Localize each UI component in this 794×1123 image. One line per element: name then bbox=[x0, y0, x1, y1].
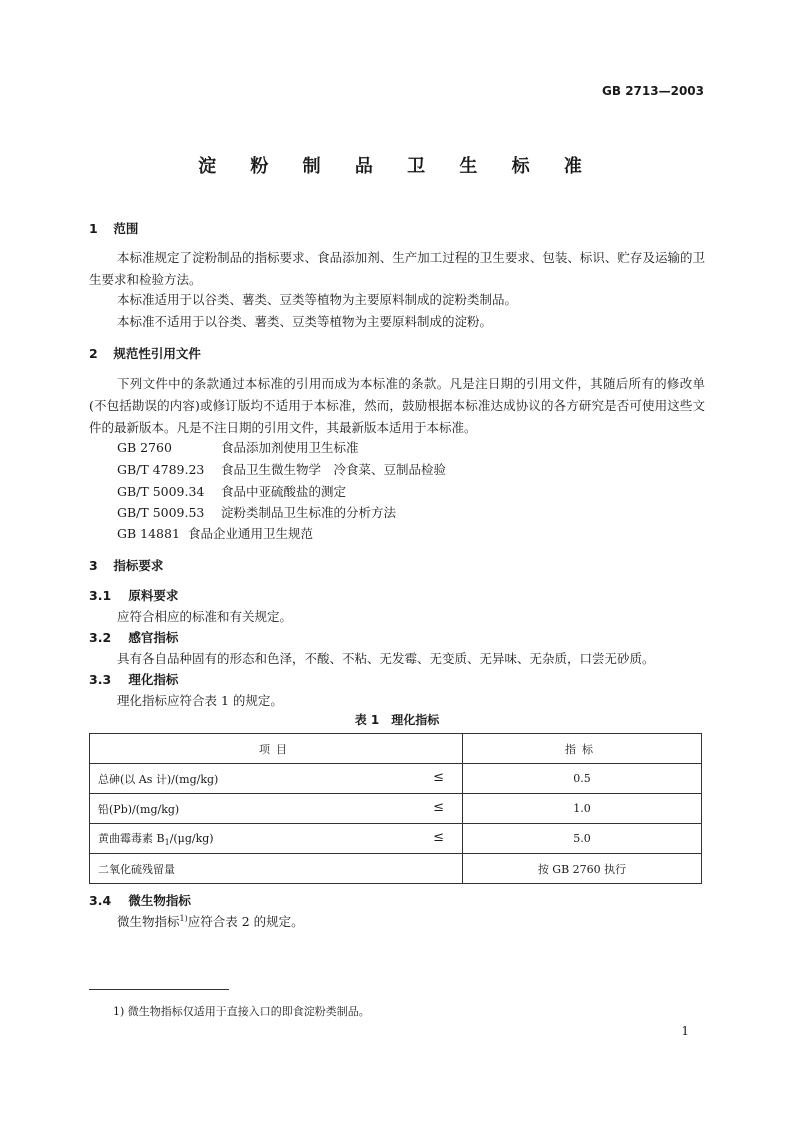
table-row bbox=[90, 794, 702, 824]
table-cell-value: 按 GB 2760 执行 bbox=[463, 854, 702, 884]
reference-title: 食品卫生微生物学 冷食菜、豆制品检验 bbox=[221, 462, 447, 477]
reference-code: GB 2760 bbox=[117, 440, 172, 455]
subsection-number: 3.4 bbox=[89, 893, 112, 908]
table-cell-item bbox=[90, 854, 463, 884]
section-number: 3 bbox=[89, 558, 98, 573]
section-3-heading bbox=[89, 556, 163, 574]
table-row bbox=[90, 824, 702, 854]
subsection-number: 3.1 bbox=[89, 588, 112, 603]
page-title: 淀 粉 制 品 卫 生 标 准 bbox=[198, 156, 596, 177]
item-label: 二氧化硫残留量 bbox=[98, 862, 175, 876]
table-cell-value: 5.0 bbox=[463, 824, 702, 854]
subsection-title: 理化指标 bbox=[128, 672, 179, 687]
table-cell-value: 0.5 bbox=[463, 764, 702, 794]
table-cell-item bbox=[90, 794, 463, 824]
table-row bbox=[90, 764, 702, 794]
paragraph: 本标准不适用于以谷类、薯类、豆类等植物为主要原料制成的淀粉。 bbox=[117, 314, 493, 329]
reference-code: GB/T 5009.53 bbox=[117, 505, 205, 520]
item-label: 黄曲霉毒素 B bbox=[98, 831, 165, 845]
paragraph: 具有各自品种固有的形态和色泽，不酸、不粘、无发霉、无变质、无异味、无杂质，口尝无砂质。 bbox=[117, 651, 655, 666]
paragraph: 应符合相应的标准和有关规定。 bbox=[117, 609, 293, 624]
subsection-title: 原料要求 bbox=[128, 588, 179, 603]
table-header-value: 指标 bbox=[463, 734, 702, 764]
table-header-item: 项目 bbox=[90, 734, 463, 764]
item-label: 总砷(以 As 计)/(mg/kg) bbox=[98, 772, 219, 786]
subsection-3-3-heading bbox=[89, 670, 178, 688]
paragraph-text: 应符合表 2 的规定。 bbox=[187, 914, 304, 929]
reference-item bbox=[117, 524, 313, 542]
footnote: 1) 微生物指标仅适用于直接入口的即食淀粉类制品。 bbox=[113, 1005, 370, 1018]
reference-item bbox=[117, 460, 446, 478]
paragraph bbox=[117, 912, 304, 930]
subsection-number: 3.2 bbox=[89, 630, 112, 645]
item-label: 铅(Pb)/(mg/kg) bbox=[98, 802, 180, 816]
item-subscript: 1 bbox=[164, 838, 170, 848]
section-1-heading bbox=[89, 219, 138, 237]
table-row bbox=[90, 854, 702, 884]
less-equal-sign: ≤ bbox=[433, 830, 444, 845]
reference-item bbox=[117, 438, 359, 456]
item-label-tail: /(μg/kg) bbox=[169, 831, 214, 845]
reference-title: 食品添加剂使用卫生标准 bbox=[221, 440, 359, 455]
paragraph: 本标准适用于以谷类、薯类、豆类等植物为主要原料制成的淀粉类制品。 bbox=[117, 292, 518, 307]
reference-code: GB 14881 bbox=[117, 526, 180, 541]
subsection-3-1-heading bbox=[89, 586, 178, 604]
table-caption: 表 1 理化指标 bbox=[354, 713, 440, 727]
table-cell-item bbox=[90, 764, 463, 794]
paragraph: 下列文件中的条款通过本标准的引用而成为本标准的条款。凡是注日期的引用文件，其随后所有的修改单(不包括勘误的内容)或修订版均不适用于本标准，然而，鼓励根据本标准达成协议的各方研究是否可使用这些文件的最新版本。凡是不注日期的引用文件，其最新版本适用于本标准。 bbox=[89, 376, 705, 435]
standard-number: GB 2713—2003 bbox=[602, 84, 704, 98]
footnote-divider bbox=[89, 989, 229, 990]
paragraph-text: 微生物指标 bbox=[117, 914, 180, 929]
less-equal-sign: ≤ bbox=[433, 800, 444, 815]
section-title: 范围 bbox=[113, 221, 139, 236]
footnote-marker: 1) bbox=[179, 913, 188, 923]
reference-item bbox=[117, 482, 346, 500]
page-number: 1 bbox=[681, 1024, 689, 1038]
section-number: 1 bbox=[89, 221, 98, 236]
subsection-title: 微生物指标 bbox=[128, 893, 191, 908]
table-cell-value: 1.0 bbox=[463, 794, 702, 824]
reference-code: GB/T 4789.23 bbox=[117, 462, 205, 477]
table-header-row bbox=[90, 734, 702, 764]
section-title: 规范性引用文件 bbox=[113, 346, 201, 361]
reference-title: 食品企业通用卫生规范 bbox=[188, 526, 314, 541]
paragraph: 本标准规定了淀粉制品的指标要求、食品添加剂、生产加工过程的卫生要求、包装、标识、贮存及运输的卫生要求和检验方法。 bbox=[89, 250, 705, 287]
reference-title: 淀粉类制品卫生标准的分析方法 bbox=[221, 505, 397, 520]
section-2-heading bbox=[89, 344, 201, 362]
subsection-title: 感官指标 bbox=[128, 630, 179, 645]
subsection-3-4-heading bbox=[89, 891, 191, 909]
physicochemical-table bbox=[89, 733, 702, 884]
section-number: 2 bbox=[89, 346, 98, 361]
table-cell-item bbox=[90, 824, 463, 854]
less-equal-sign: ≤ bbox=[433, 770, 444, 785]
reference-code: GB/T 5009.34 bbox=[117, 484, 205, 499]
reference-item bbox=[117, 503, 396, 521]
section-title: 指标要求 bbox=[113, 558, 164, 573]
paragraph: 理化指标应符合表 1 的规定。 bbox=[117, 693, 283, 708]
reference-title: 食品中亚硫酸盐的测定 bbox=[221, 484, 347, 499]
subsection-number: 3.3 bbox=[89, 672, 112, 687]
subsection-3-2-heading bbox=[89, 628, 178, 646]
